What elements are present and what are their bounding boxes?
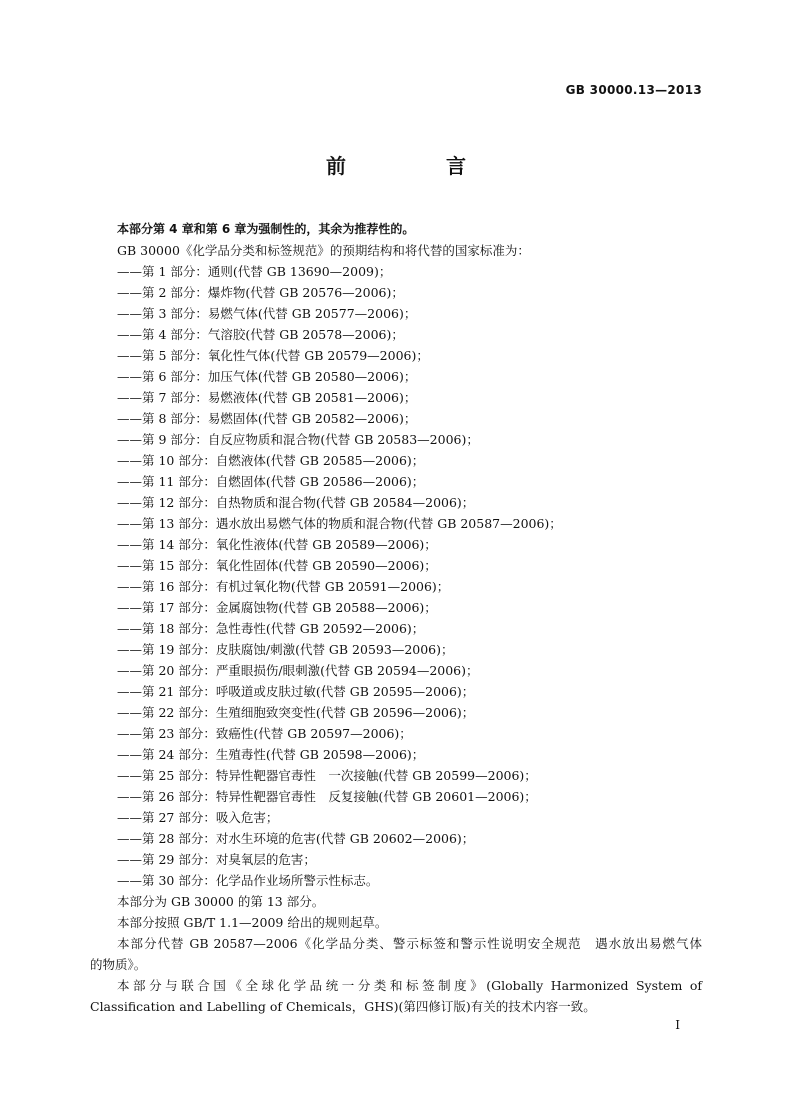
list-item: ——第 24 部分：生殖毒性(代替 GB 20598—2006)； [117,747,425,762]
replaces-statement-line2: 的物质》。 [90,957,147,972]
list-item: ——第 30 部分：化学品作业场所警示性标志。 [117,873,379,888]
list-item: ——第 22 部分：生殖细胞致突变性(代替 GB 20596—2006)； [117,705,475,720]
ghs-statement-line1: 本部分与联合国《全球化学品统一分类和标签制度》(Globally Harmonized System of [117,978,702,993]
list-item: ——第 16 部分：有机过氧化物(代替 GB 20591—2006)； [117,579,450,594]
list-item: ——第 23 部分：致癌性(代替 GB 20597—2006)； [117,726,412,741]
list-item: ——第 14 部分：氧化性液体(代替 GB 20589—2006)； [117,537,437,552]
standard-code: GB 30000.13—2013 [565,83,702,97]
page-title: 前 言 [326,154,506,178]
list-item: ——第 12 部分：自热物质和混合物(代替 GB 20584—2006)； [117,495,475,510]
part-of-statement: 本部分为 GB 30000 的第 13 部分。 [117,894,325,909]
drafting-rule-statement: 本部分按照 GB/T 1.1—2009 给出的规则起草。 [117,915,388,930]
list-item: ——第 7 部分：易燃液体(代替 GB 20581—2006)； [117,390,417,405]
structure-intro: GB 30000《化学品分类和标签规范》的预期结构和将代替的国家标准为： [117,243,530,258]
list-item: ——第 15 部分：氧化性固体(代替 GB 20590—2006)； [117,558,437,573]
list-item: ——第 18 部分：急性毒性(代替 GB 20592—2006)； [117,621,425,636]
list-item: ——第 29 部分：对臭氧层的危害； [117,852,316,867]
list-item: ——第 10 部分：自燃液体(代替 GB 20585—2006)； [117,453,425,468]
list-item: ——第 3 部分：易燃气体(代替 GB 20577—2006)； [117,306,417,321]
list-item: ——第 17 部分：金属腐蚀物(代替 GB 20588—2006)； [117,600,437,615]
list-item: ——第 19 部分：皮肤腐蚀/刺激(代替 GB 20593—2006)； [117,642,454,657]
list-item: ——第 5 部分：氧化性气体(代替 GB 20579—2006)； [117,348,429,363]
page-number: I [675,1018,680,1032]
list-item: ——第 6 部分：加压气体(代替 GB 20580—2006)； [117,369,417,384]
foreword-body [90,219,702,1017]
list-item: ——第 9 部分：自反应物质和混合物(代替 GB 20583—2006)； [117,432,479,447]
parts-list [90,261,702,891]
list-item: ——第 13 部分：遇水放出易燃气体的物质和混合物(代替 GB 20587—2006)； [117,516,562,531]
list-item: ——第 4 部分：气溶胶(代替 GB 20578—2006)； [117,327,404,342]
list-item: ——第 11 部分：自燃固体(代替 GB 20586—2006)； [117,474,425,489]
list-item: ——第 26 部分：特异性靶器官毒性 反复接触(代替 GB 20601—2006)； [117,789,537,804]
list-item: ——第 21 部分：呼吸道或皮肤过敏(代替 GB 20595—2006)； [117,684,475,699]
list-item: ——第 27 部分：吸入危害； [117,810,279,825]
list-item: ——第 2 部分：爆炸物(代替 GB 20576—2006)； [117,285,404,300]
replaces-statement-line1: 本部分代替 GB 20587—2006《化学品分类、警示标签和警示性说明安全规范 遇水放出易燃气体 [117,936,702,951]
list-item: ——第 1 部分：通则(代替 GB 13690—2009)； [117,264,392,279]
list-item: ——第 25 部分：特异性靶器官毒性 一次接触(代替 GB 20599—2006)； [117,768,537,783]
list-item: ——第 20 部分：严重眼损伤/眼刺激(代替 GB 20594—2006)； [117,663,479,678]
list-item: ——第 8 部分：易燃固体(代替 GB 20582—2006)； [117,411,417,426]
mandatory-note: 本部分第 4 章和第 6 章为强制性的，其余为推荐性的。 [117,222,415,236]
list-item: ——第 28 部分：对水生环境的危害(代替 GB 20602—2006)； [117,831,475,846]
ghs-statement-line2: Classification and Labelling of Chemicals，GHS)(第四修订版)有关的技术内容一致。 [90,999,596,1014]
